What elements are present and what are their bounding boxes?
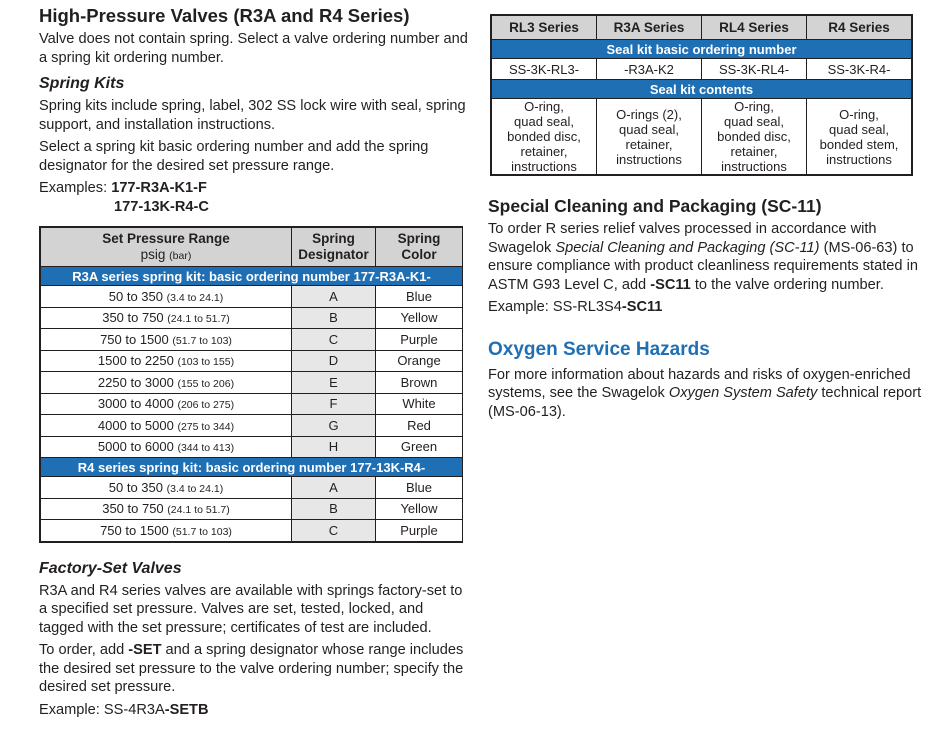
- table-row: [41, 393, 463, 415]
- color-cell: Purple: [376, 520, 463, 542]
- oxygen-text-a: For more information about hazards and risks of oxygen-enriched systems, see the Swagelok: [488, 366, 911, 401]
- right-column: [488, 0, 928, 421]
- designator-cell: E: [292, 372, 376, 394]
- set-pressure-cell: [41, 286, 292, 308]
- seal-kit-number-row: [492, 59, 912, 80]
- r4-section-label: R4 series spring kit: basic ordering number 177-13K-R4-: [41, 458, 463, 477]
- left-column: [39, 0, 471, 719]
- bar-range: (3.4 to 24.1): [166, 482, 224, 495]
- table-row: [41, 329, 463, 351]
- set-pressure-cell: [41, 498, 292, 520]
- contents-line: bonded disc,: [717, 129, 791, 144]
- bar-range: (24.1 to 51.7): [167, 504, 230, 517]
- examples-line-2: [39, 198, 471, 217]
- bar-range: (275 to 344): [177, 420, 235, 433]
- factory-example-b: -SETB: [164, 701, 209, 718]
- bar-range: (24.1 to 51.7): [167, 313, 230, 326]
- header-set-pressure: [41, 228, 292, 267]
- contents-line: quad seal,: [514, 114, 574, 129]
- table-row: [41, 307, 463, 329]
- set-pressure-cell: [41, 307, 292, 329]
- header-set-pressure-label: Set Pressure Range: [102, 230, 230, 246]
- header-r3a: R3A Series: [597, 16, 702, 40]
- psig-range: 2250 to 3000: [97, 374, 174, 390]
- cleaning-text-d: -SC11: [650, 276, 691, 293]
- table-row: [41, 372, 463, 394]
- seal-kit-contents-cell: [807, 99, 912, 175]
- color-cell: White: [376, 393, 463, 415]
- color-cell: Blue: [376, 477, 463, 499]
- psig-range: 350 to 750: [102, 310, 164, 326]
- seal-kit-contents-label: Seal kit contents: [492, 80, 912, 99]
- intro-text: Valve does not contain spring. Select a valve ordering number and a spring kit ordering number.: [39, 31, 468, 66]
- contents-line: retainer,: [625, 136, 673, 152]
- designator-cell: F: [292, 393, 376, 415]
- psig-range: 4000 to 5000: [97, 417, 174, 433]
- color-cell: Yellow: [376, 498, 463, 520]
- oxygen-text-c: technical report (MS-06-13).: [488, 385, 922, 420]
- bar-range: (206 to 275): [177, 399, 235, 412]
- psig-range: 750 to 1500: [100, 522, 169, 538]
- seal-kit-contents-cell: [702, 99, 807, 175]
- oxygen-heading: Oxygen Service Hazards: [488, 338, 710, 360]
- seal-kit-contents-cell: [597, 99, 702, 175]
- factory-set-text-2: [39, 641, 471, 697]
- color-cell: Green: [376, 436, 463, 458]
- psig-range: 5000 to 6000: [97, 439, 174, 455]
- designator-cell: A: [292, 477, 376, 499]
- r4-rows: [41, 477, 463, 542]
- set-pressure-cell: [41, 329, 292, 351]
- designator-cell: A: [292, 286, 376, 308]
- header-rl4: RL4 Series: [702, 16, 807, 40]
- contents-line: quad seal,: [724, 114, 784, 129]
- contents-line: instructions: [616, 151, 682, 167]
- header-color-l2: Color: [401, 247, 437, 262]
- header-r4: R4 Series: [807, 16, 912, 40]
- color-cell: Yellow: [376, 307, 463, 329]
- header-designator-l1: Spring: [312, 231, 355, 246]
- contents-line: O-ring,: [839, 106, 879, 122]
- bar-range: (51.7 to 103): [172, 525, 232, 538]
- table-row: [41, 415, 463, 437]
- example-1: 177-R3A-K1-F: [111, 180, 207, 196]
- table-row: [41, 350, 463, 372]
- oxygen-text: [488, 366, 928, 422]
- contents-line: O-ring,: [734, 99, 774, 114]
- seal-kit-contents-cell: [492, 99, 597, 175]
- seal-kit-table: [490, 14, 913, 176]
- bar-range: (344 to 413): [177, 442, 235, 455]
- designator-cell: D: [292, 350, 376, 372]
- header-rl3: RL3 Series: [492, 16, 597, 40]
- factory-text-2b: -SET: [128, 642, 162, 658]
- seal-kit-number-label: Seal kit basic ordering number: [492, 40, 912, 59]
- spring-table: [39, 226, 463, 543]
- table-row: [41, 436, 463, 458]
- kit-number-r3a: -R3A-K2: [597, 59, 702, 80]
- example-2: 177-13K-R4-C: [114, 198, 209, 215]
- seal-kit-contents-bar: [492, 80, 912, 99]
- designator-cell: B: [292, 307, 376, 329]
- table-row: [41, 477, 463, 499]
- cleaning-text-e: to the valve ordering number.: [690, 276, 884, 293]
- header-designator-l2: Designator: [298, 247, 369, 262]
- bar-range: (103 to 155): [177, 356, 235, 369]
- color-cell: Brown: [376, 372, 463, 394]
- kit-number-r4: SS-3K-R4-: [807, 59, 912, 80]
- oxygen-text-b: Oxygen System Safety: [668, 385, 818, 401]
- spring-table-header: [41, 228, 463, 267]
- designator-cell: C: [292, 520, 376, 542]
- set-pressure-cell: [41, 520, 292, 542]
- examples-line: [39, 179, 471, 198]
- seal-table-header: [492, 16, 912, 40]
- cleaning-text: [488, 220, 928, 294]
- set-pressure-cell: [41, 477, 292, 499]
- header-color: [376, 228, 463, 267]
- contents-line: O-ring,: [524, 99, 564, 114]
- psig-range: 350 to 750: [102, 501, 164, 517]
- cleaning-example-a: Example: SS-RL3S4: [488, 299, 622, 315]
- cleaning-heading: Special Cleaning and Packaging (SC-11): [488, 196, 822, 216]
- header-color-l1: Spring: [397, 231, 441, 246]
- spring-kits-text-1: Spring kits include spring, label, 302 SS lock wire with seal, spring support, and installation instructions.: [39, 98, 466, 133]
- factory-example-a: Example: SS-4R3A: [39, 701, 165, 718]
- contents-line: quad seal,: [619, 121, 679, 137]
- contents-line: retainer,: [730, 144, 778, 159]
- designator-cell: H: [292, 436, 376, 458]
- cleaning-text-a: To order R series relief valves processed in accordance with Swagelok: [488, 221, 877, 256]
- table-row: [41, 520, 463, 542]
- color-cell: Red: [376, 415, 463, 437]
- seal-kit-number-bar: [492, 40, 912, 59]
- color-cell: Purple: [376, 329, 463, 351]
- factory-text-2a: To order, add: [39, 642, 129, 658]
- examples-label: Examples:: [39, 180, 108, 196]
- set-pressure-cell: [41, 415, 292, 437]
- seal-kit-contents-row: [492, 99, 912, 175]
- table-row: [41, 286, 463, 308]
- set-pressure-cell: [41, 393, 292, 415]
- psig-range: 1500 to 2250: [97, 353, 174, 369]
- cleaning-example: [488, 298, 928, 317]
- header-psig: [141, 247, 192, 262]
- factory-set-heading: Factory-Set Valves: [39, 559, 182, 577]
- header-bar-unit: (bar): [169, 249, 192, 262]
- kit-number-rl4: SS-3K-RL4-: [702, 59, 807, 80]
- cleaning-example-b: -SC11: [621, 299, 663, 315]
- designator-cell: G: [292, 415, 376, 437]
- psig-range: 750 to 1500: [100, 331, 169, 347]
- contents-line: retainer,: [520, 144, 568, 159]
- factory-example: [39, 701, 471, 720]
- contents-line: quad seal,: [829, 121, 889, 137]
- psig-range: 50 to 350: [108, 479, 163, 495]
- color-cell: Blue: [376, 286, 463, 308]
- contents-line: bonded disc,: [507, 129, 581, 144]
- kit-number-rl3: SS-3K-RL3-: [492, 59, 597, 80]
- factory-set-text-1: R3A and R4 series valves are available with springs factory-set to a specified set pressure. Valves are set, tested, locked, and tagged with the set pressure; certificates of test are included.: [39, 582, 463, 636]
- contents-line: instructions: [721, 159, 787, 174]
- r4-section-bar: [41, 458, 463, 477]
- contents-line: O-rings (2),: [616, 106, 682, 122]
- set-pressure-cell: [41, 350, 292, 372]
- cleaning-text-c: (MS-06-63) to ensure compliance with product cleanliness requirements stated in ASTM G93 Level C, add: [488, 239, 918, 293]
- color-cell: Orange: [376, 350, 463, 372]
- contents-line: instructions: [826, 151, 892, 167]
- psig-range: 50 to 350: [108, 288, 163, 304]
- set-pressure-cell: [41, 372, 292, 394]
- bar-range: (51.7 to 103): [172, 334, 232, 347]
- bar-range: (155 to 206): [177, 377, 235, 390]
- header-designator: [292, 228, 376, 267]
- set-pressure-cell: [41, 436, 292, 458]
- designator-cell: B: [292, 498, 376, 520]
- r3a-section-label: R3A series spring kit: basic ordering number 177-R3A-K1-: [41, 267, 463, 286]
- contents-line: bonded stem,: [819, 136, 899, 152]
- spring-kits-heading: Spring Kits: [39, 75, 125, 92]
- header-psig-unit: psig: [140, 246, 166, 262]
- designator-cell: C: [292, 329, 376, 351]
- spring-kits-text-2: Select a spring kit basic ordering number and add the spring designator for the desired set pressure range.: [39, 139, 429, 174]
- contents-line: instructions: [511, 159, 577, 174]
- r3a-rows: [41, 286, 463, 458]
- psig-range: 3000 to 4000: [97, 396, 174, 412]
- cleaning-text-b: Special Cleaning and Packaging (SC-11): [555, 239, 820, 256]
- bar-range: (3.4 to 24.1): [166, 291, 224, 304]
- factory-text-2c: and a spring designator whose range includes the desired set pressure to the valve ordering number; specify the desired set pressure.: [39, 642, 464, 695]
- r3a-section-bar: [41, 267, 463, 286]
- table-row: [41, 498, 463, 520]
- page-title: High-Pressure Valves (R3A and R4 Series): [39, 5, 410, 26]
